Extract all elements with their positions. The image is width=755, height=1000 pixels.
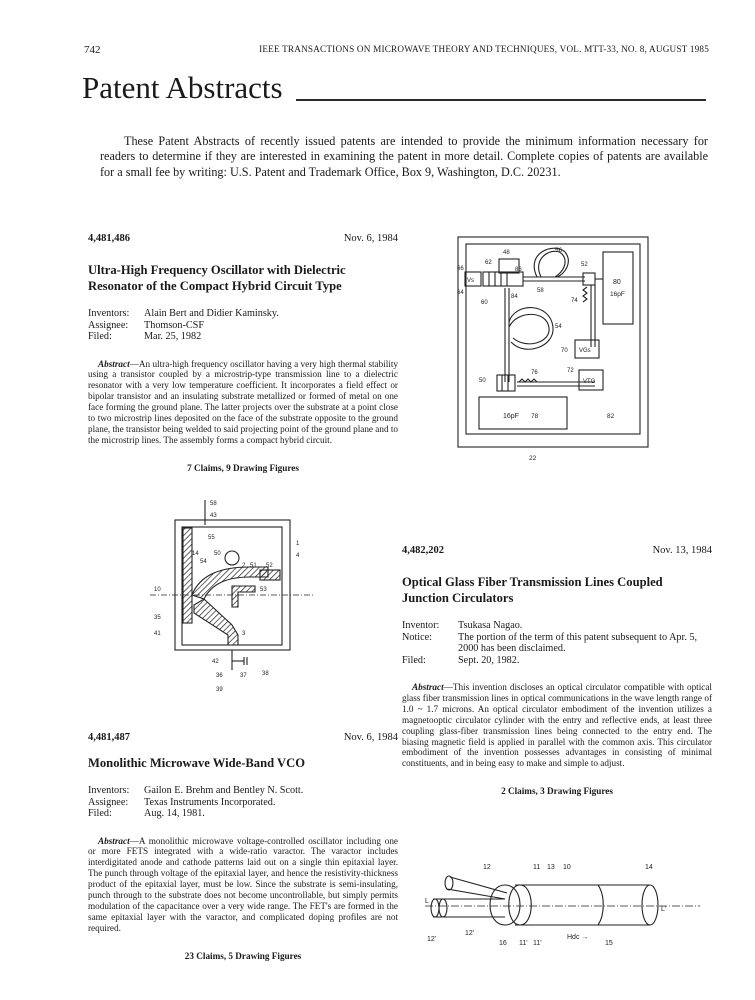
meta-key: Filed:	[402, 654, 426, 666]
meta-key: Inventor:	[402, 620, 440, 631]
patent-date: Nov. 6, 1984	[343, 732, 398, 743]
svg-text:1: 1	[296, 541, 300, 547]
svg-text:74: 74	[571, 298, 578, 304]
svg-text:62: 62	[485, 260, 492, 266]
patent-number: 4,481,486	[88, 233, 130, 244]
patent-title: Monolithic Microwave Wide-Band VCO	[88, 756, 306, 770]
svg-text:10: 10	[563, 864, 571, 871]
svg-text:16pF: 16pF	[610, 291, 625, 298]
resonator-layout-figure	[150, 495, 320, 710]
svg-text:58: 58	[210, 501, 217, 507]
meta-key: Inventors:	[88, 785, 130, 796]
patent-abstract	[88, 359, 398, 446]
patent-claims: 7 Claims, 9 Drawing Figures	[187, 462, 299, 473]
svg-text:2: 2	[242, 563, 246, 569]
svg-text:10: 10	[154, 587, 161, 593]
svg-text:48: 48	[503, 250, 510, 256]
patent-meta	[402, 620, 712, 666]
svg-text:60: 60	[481, 300, 488, 306]
svg-text:56: 56	[555, 247, 563, 254]
svg-text:Vs: Vs	[467, 278, 475, 284]
svg-text:22: 22	[529, 455, 537, 462]
svg-text:13: 13	[547, 864, 555, 871]
svg-text:52: 52	[266, 563, 273, 569]
page-number: 742	[84, 44, 101, 56]
svg-text:64: 64	[457, 290, 464, 296]
meta-value: Gailon E. Brehm and Bentley N. Scott.	[144, 785, 304, 796]
svg-text:54: 54	[200, 559, 207, 565]
svg-text:51: 51	[250, 563, 257, 569]
svg-text:11': 11'	[533, 940, 542, 947]
abstract-text: —A monolithic microwave voltage-controlled oscillator including one or more FETS integrated with a wide-ratio varactor. The varactor includes interdigitated anode and cathode patterns laid out on a single thin epitaxial layer. The punch through voltage of the epitaxial layer, and hence the resistivity-thickness product of the epitaxial layer, must be low. Since the substrate is semi-insulating, punch through to the substrate does not become uncontrollable, but simply permits modulation of the capacitance over a very wide range. The FET's are formed in the same epitaxial layer with the varactor, and complicated doping profiles are not required.	[88, 835, 398, 933]
meta-value: Texas Instruments Incorporated.	[144, 796, 276, 808]
meta-value: Sept. 20, 1982.	[458, 654, 520, 666]
svg-text:15: 15	[605, 940, 613, 947]
patent-claims: 23 Claims, 5 Drawing Figures	[184, 950, 302, 961]
svg-text:82: 82	[607, 413, 615, 420]
patent-number: 4,482,202	[402, 545, 444, 556]
svg-text:14: 14	[645, 864, 653, 871]
meta-value: Tsukasa Nagao.	[458, 620, 523, 631]
meta-key: Filed:	[88, 331, 112, 342]
svg-text:L': L'	[661, 906, 667, 913]
svg-text:42: 42	[212, 659, 219, 665]
svg-text:12: 12	[483, 864, 491, 871]
abstract-text: —An ultra-high frequency oscillator having a very high thermal stability using a transistor coupled by a microstrip-type transmission line to a dielectric resonator with a very low temperature coefficient. It incorporates a field effect or bipolar transistor and an insulating substrate metallized or formed of metal on one face forming the ground plane. The latter projects over the substrate at a point close to two microstrip lines deposited on the face of the substrate opposite to the ground plane, the transistor being welded to said projecting point of the ground plane and to the microstrip lines. The assembly forms a compact hybrid circuit.	[88, 358, 399, 445]
svg-text:L: L	[425, 898, 429, 905]
meta-value: Aug. 14, 1981.	[144, 808, 205, 819]
svg-text:84: 84	[511, 294, 518, 300]
svg-text:39: 39	[216, 687, 223, 693]
svg-text:35: 35	[154, 615, 161, 621]
svg-text:Hdc →: Hdc →	[567, 934, 589, 941]
patent-entry-4482202	[402, 545, 712, 796]
meta-value: The portion of the term of this patent subsequent to Apr. 5, 2000 has been disclaimed.	[458, 631, 698, 654]
svg-text:16pF: 16pF	[503, 413, 519, 420]
abstract-lead: Abstract	[412, 682, 444, 692]
patent-date: Nov. 13, 1984	[652, 545, 712, 556]
patent-title: Ultra-High Frequency Oscillator with Dielectric Resonator of the Compact Hybrid Circuit Type	[88, 263, 346, 293]
svg-text:50: 50	[479, 378, 486, 384]
svg-text:43: 43	[210, 513, 217, 519]
svg-text:50: 50	[214, 551, 221, 557]
svg-text:58: 58	[537, 288, 544, 294]
svg-text:12': 12'	[427, 936, 437, 943]
svg-text:4: 4	[296, 553, 300, 559]
svg-text:37: 37	[240, 673, 247, 679]
patent-date: Nov. 6, 1984	[343, 233, 398, 244]
svg-text:16: 16	[499, 940, 507, 947]
patent-entry-4481487	[88, 732, 398, 961]
meta-value: Thomson-CSF	[144, 319, 205, 331]
patent-claims: 2 Claims, 3 Drawing Figures	[501, 786, 613, 797]
abstract-lead: Abstract	[98, 835, 130, 846]
meta-key: Inventors:	[88, 308, 130, 319]
svg-text:66: 66	[457, 266, 464, 272]
patent-abstract	[88, 836, 398, 934]
fiber-circulator-figure	[425, 855, 710, 950]
meta-value: Alain Bert and Didier Kaminsky.	[144, 308, 279, 319]
svg-text:86: 86	[515, 267, 522, 273]
running-head: IEEE TRANSACTIONS ON MICROWAVE THEORY AND TECHNIQUES, VOL. MTT-33, NO. 8, AUGUST 1985	[259, 44, 709, 54]
svg-text:80: 80	[613, 279, 621, 286]
svg-text:14: 14	[192, 551, 199, 557]
svg-text:54: 54	[555, 324, 562, 330]
svg-text:55: 55	[208, 535, 215, 541]
svg-text:VGs: VGs	[579, 348, 591, 354]
patent-number: 4,481,487	[88, 732, 130, 743]
svg-text:36: 36	[216, 673, 223, 679]
abstract-text: —This invention discloses an optical circulator compatible with optical glass fiber transmission lines in optical communications in the wave length range of 1.0 ~ 1.7 microns. An optical circulator embodiment of the invention utilizes a magnetooptic circulator cylinder with the entry and reflective ends, at least three coupling glass-fiber transmission lines being connected to the entry end. The biasing magnetic field is applied in parallel with the common axis. This circulator embodiment of the invention possesses advantages in consisting of minimal constituents, and in being easy to make and simple to adjust.	[402, 682, 712, 769]
meta-key: Assignee:	[88, 796, 129, 808]
svg-text:3: 3	[242, 631, 246, 637]
patent-abstract	[402, 682, 712, 769]
patent-meta	[88, 308, 398, 343]
svg-text:72: 72	[567, 368, 574, 374]
svg-text:41: 41	[154, 631, 161, 637]
patent-meta	[88, 785, 398, 820]
svg-text:78: 78	[531, 413, 539, 420]
meta-key: Notice:	[402, 631, 432, 643]
svg-text:76: 76	[531, 370, 538, 376]
svg-text:11': 11'	[519, 940, 528, 947]
oscillator-circuit-figure	[455, 232, 655, 464]
meta-key: Assignee:	[88, 319, 129, 331]
svg-text:53: 53	[260, 587, 267, 593]
intro-paragraph: These Patent Abstracts of recently issued patents are intended to provide the minimum information necessary for readers to determine if they are interested in examining the patent in more detail. Complete copies of patents are available for a small fee by writing: U.S. Patent and Trademark Office, Box 9, Washington, D.C. 20231.	[100, 134, 708, 179]
abstract-lead: Abstract	[98, 358, 130, 369]
svg-text:38: 38	[262, 671, 269, 677]
svg-text:VTG: VTG	[583, 379, 596, 385]
svg-text:70: 70	[561, 348, 568, 354]
meta-value: Mar. 25, 1982	[144, 331, 202, 342]
title-rule	[296, 99, 706, 101]
section-title: Patent Abstracts	[82, 70, 283, 105]
patent-entry-4481486	[88, 233, 398, 473]
meta-key: Filed:	[88, 808, 112, 819]
svg-text:12': 12'	[465, 930, 475, 937]
svg-text:52: 52	[581, 262, 588, 268]
svg-text:11: 11	[533, 864, 541, 871]
patent-title: Optical Glass Fiber Transmission Lines Coupled Junction Circulators	[402, 575, 663, 605]
